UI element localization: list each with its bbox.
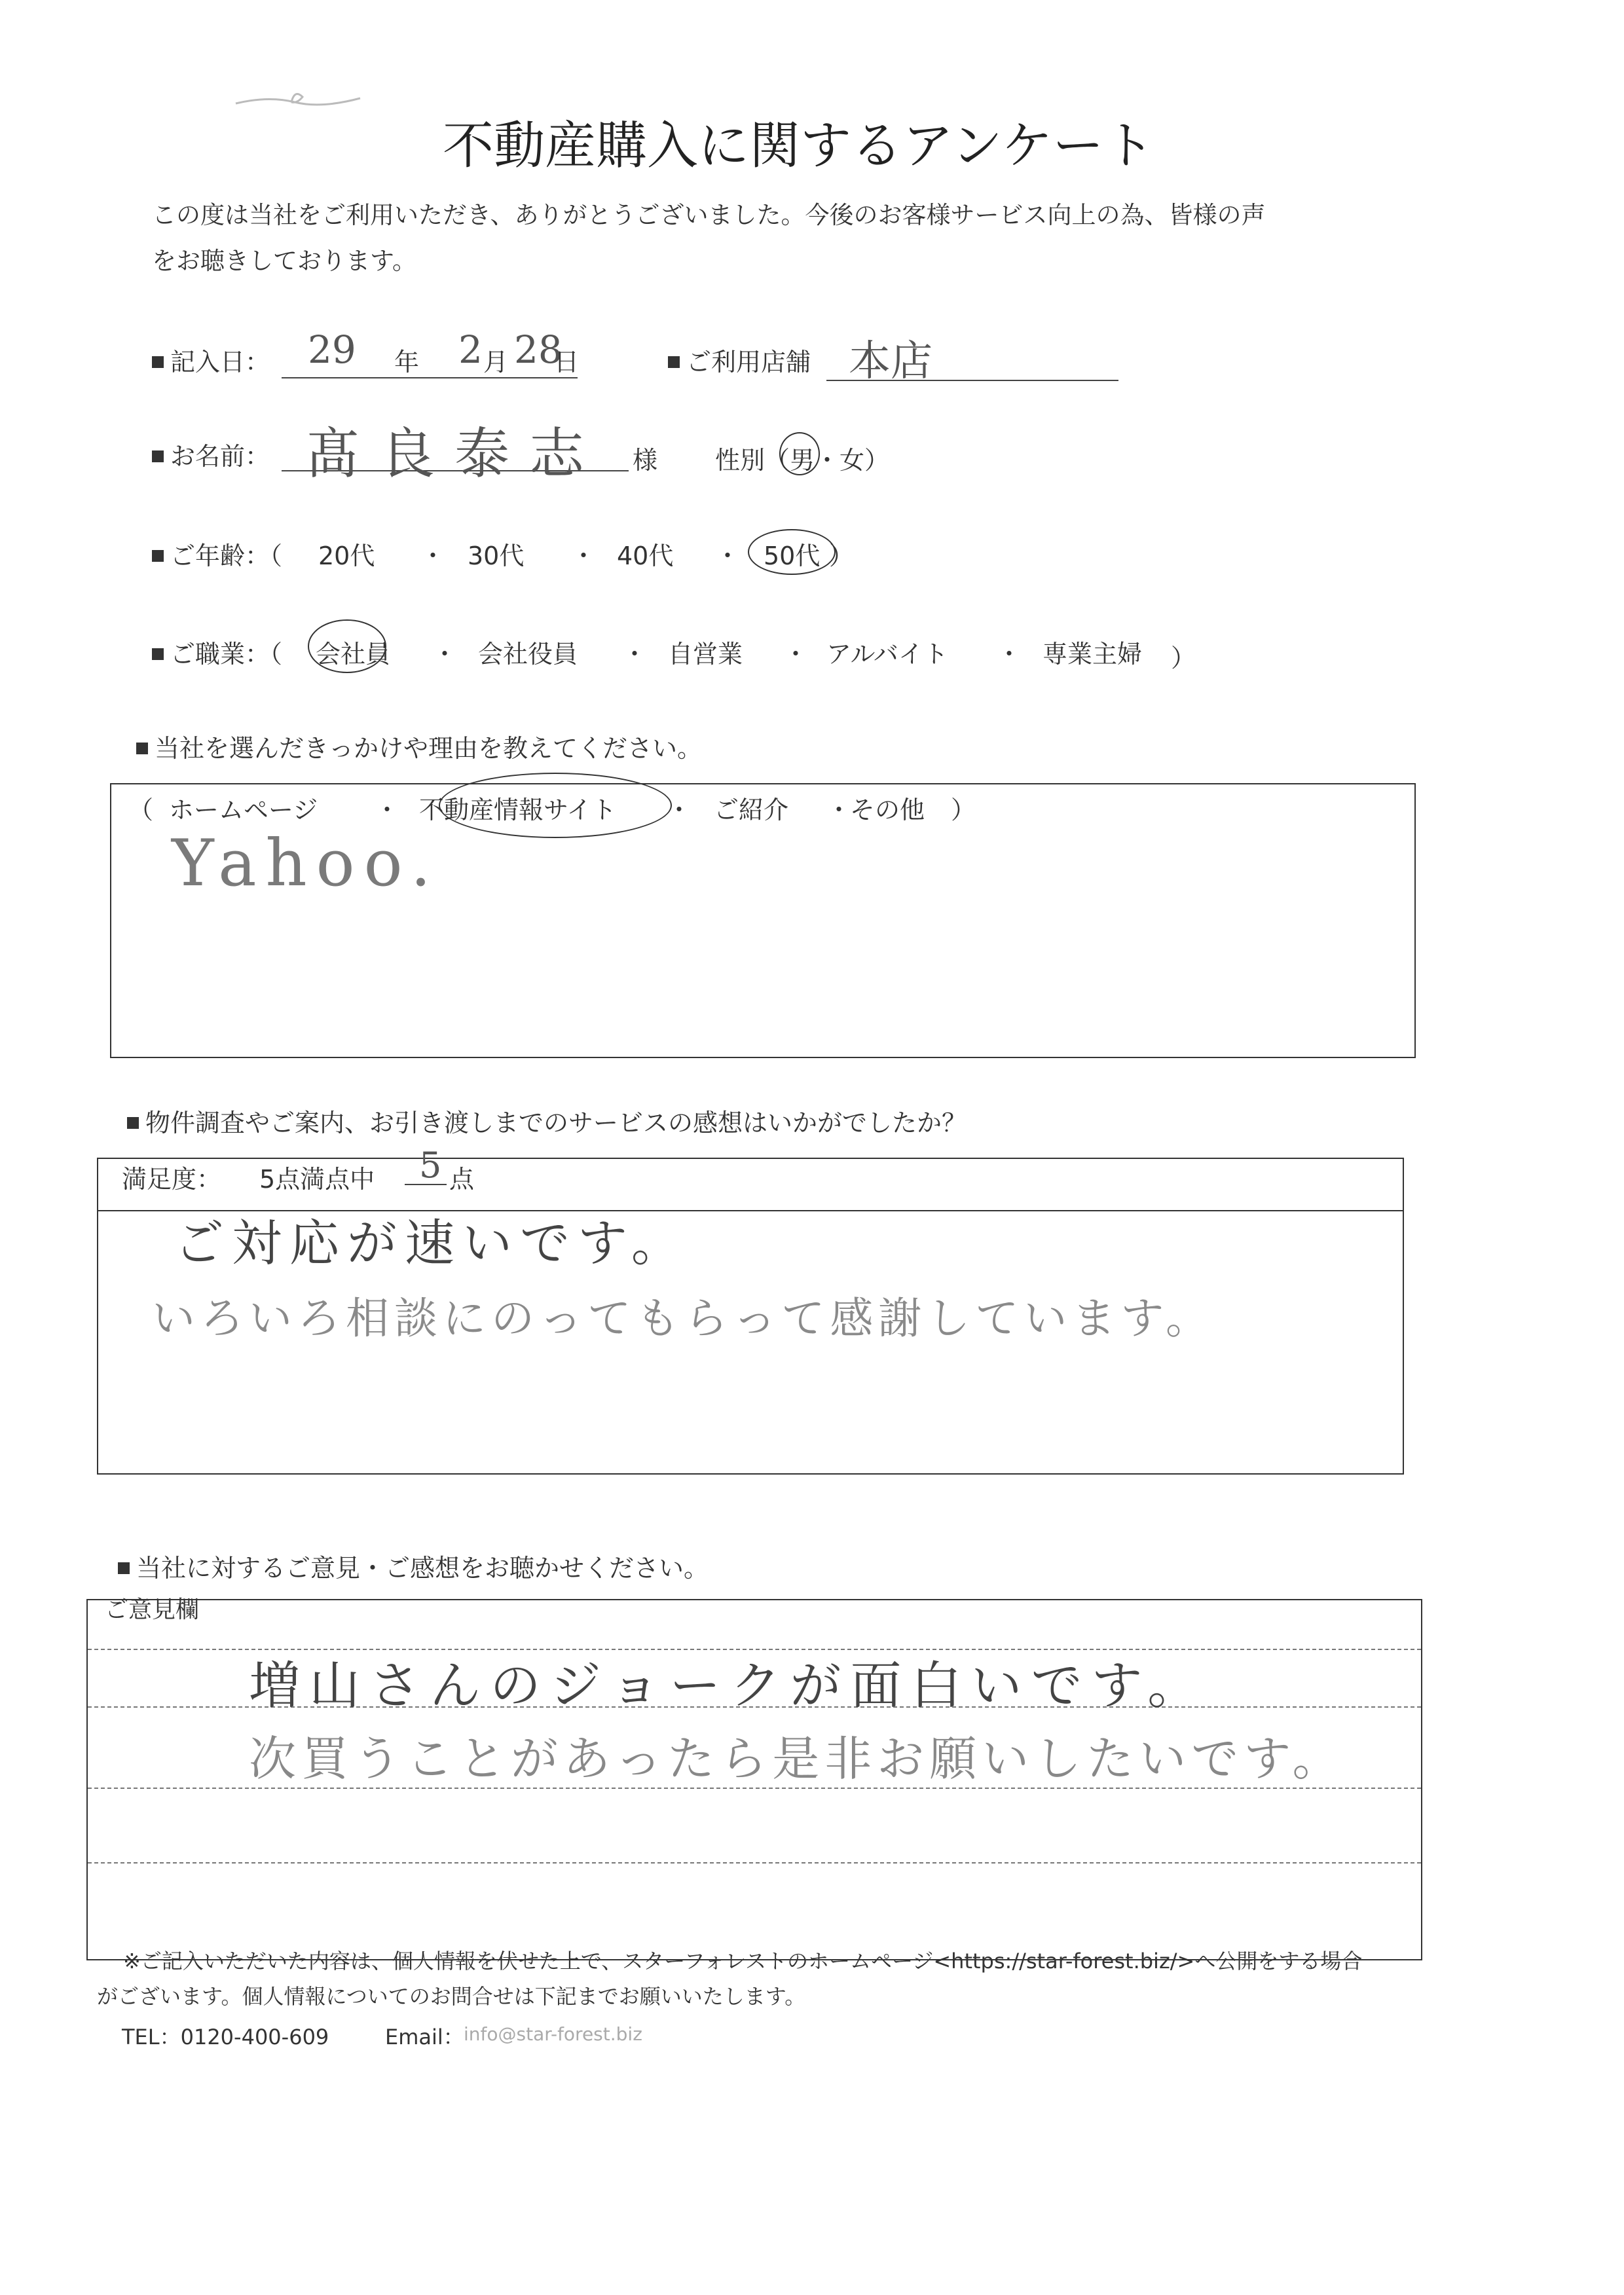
age-selection-circle xyxy=(748,529,836,575)
q3-field-label: ご意見欄 xyxy=(105,1596,200,1623)
footer-note-line-2: がございます。個人情報についてのお問合せは下記までお願いいたします。 xyxy=(97,1984,806,2009)
bullet-icon xyxy=(152,550,164,562)
q1-separator: ・ xyxy=(667,796,692,824)
date-day-unit: 日 xyxy=(554,348,580,376)
q1-answer-text: Yahoo. xyxy=(172,826,441,901)
date-year-unit: 年 xyxy=(394,348,420,376)
intro-line-2: をお聴きしております。 xyxy=(152,247,417,275)
q2-satisfaction-unit: 点 xyxy=(449,1165,475,1194)
q1-selection-circle xyxy=(439,773,672,838)
date-underline xyxy=(282,377,578,378)
age-option-40[interactable]: 40代 xyxy=(617,542,674,570)
bullet-icon xyxy=(127,1117,139,1129)
q1-separator: ・ xyxy=(826,796,852,824)
age-label: ご年齢：（ xyxy=(152,536,282,572)
date-year-value[interactable]: 29 xyxy=(308,327,356,372)
age-separator: ・ xyxy=(571,542,597,570)
age-option-20[interactable]: 20代 xyxy=(318,542,375,570)
page-title: 不動産購入に関するアンケート xyxy=(443,117,1155,175)
gender-male[interactable]: 男 xyxy=(790,446,815,475)
q1-open-paren: （ xyxy=(128,796,154,824)
q3-answer-line-1: 増山さんのジョークが面白いです。 xyxy=(249,1657,1208,1716)
date-label: 記入日： xyxy=(152,342,270,378)
intro-line-1: この度は当社をご利用いただき、ありがとうございました。今後のお客様サービス向上の為、皆様の声 xyxy=(152,201,1266,229)
q1-separator: ・ xyxy=(375,796,400,824)
bullet-icon xyxy=(152,450,164,462)
age-close: ） xyxy=(829,542,855,570)
occupation-option-homemaker[interactable]: 専業主婦 xyxy=(1043,640,1143,669)
occupation-option-part-time[interactable]: アルバイト xyxy=(826,640,948,669)
bullet-icon xyxy=(152,356,164,368)
store-value[interactable]: 本店 xyxy=(849,337,932,386)
bullet-icon xyxy=(136,743,148,754)
footer-email-label: Email： xyxy=(385,2025,464,2049)
footer-email[interactable]: info@star-forest.biz xyxy=(464,2023,642,2045)
q1-option-portal-site[interactable]: 不動産情報サイト xyxy=(419,796,617,824)
name-value[interactable]: 髙良泰志 xyxy=(305,422,604,486)
q3-answer-line-2: 次買うことがあったら是非お願いしたいです。 xyxy=(249,1731,1345,1786)
q1-option-homepage[interactable]: ホームページ xyxy=(169,796,318,824)
age-option-30[interactable]: 30代 xyxy=(468,542,525,570)
q1-close-paren: ） xyxy=(951,796,976,824)
occupation-option-employee[interactable]: 会社員 xyxy=(316,640,391,669)
q2-satisfaction-underline xyxy=(405,1184,447,1185)
name-label: お名前： xyxy=(152,436,270,472)
q2-answer-line-1: ご対応が速いです。 xyxy=(174,1214,689,1272)
occupation-close: ） xyxy=(1171,644,1196,672)
gender-selection-circle xyxy=(779,432,820,475)
gender-group: 性別（男・女） xyxy=(715,446,890,475)
q1-option-other[interactable]: その他 xyxy=(850,796,925,824)
q3-question: 当社に対するご意見・ご感想をお聴かせください。 xyxy=(118,1548,709,1584)
footer-note-line-1: ※ご記入いただいた内容は、個人情報を伏せた上で、スターフォレストのホームページ<https://star-forest.biz/>へ公開をする場合 xyxy=(123,1949,1363,1974)
q2-satisfaction-prefix: 5点満点中 xyxy=(259,1165,375,1194)
age-option-50[interactable]: 50代 xyxy=(764,542,821,570)
ornament-icon xyxy=(229,84,367,117)
q1-question: 当社を選んだきっかけや理由を教えてください。 xyxy=(136,728,702,764)
occupation-label: ご職業：（ xyxy=(152,634,282,670)
footer-tel: TEL：0120-400-609 xyxy=(122,2025,329,2049)
bullet-icon xyxy=(152,648,164,660)
occupation-separator: ・ xyxy=(432,640,458,669)
q2-satisfaction-label: 満足度： xyxy=(122,1165,222,1194)
occupation-selection-circle xyxy=(308,619,386,673)
bullet-icon xyxy=(118,1562,130,1574)
name-honorific: 様 xyxy=(633,446,658,475)
age-separator: ・ xyxy=(420,542,446,570)
gender-female[interactable]: 女） xyxy=(840,446,890,475)
date-day-value[interactable]: 28 xyxy=(514,327,563,372)
occupation-option-self-employed[interactable]: 自営業 xyxy=(668,640,743,669)
q1-option-referral[interactable]: ご紹介 xyxy=(714,796,789,824)
occupation-separator: ・ xyxy=(997,640,1022,669)
bullet-icon xyxy=(668,356,680,368)
occupation-option-executive[interactable]: 会社役員 xyxy=(478,640,578,669)
occupation-separator: ・ xyxy=(622,640,648,669)
occupation-separator: ・ xyxy=(783,640,809,669)
q2-question: 物件調査やご案内、お引き渡しまでのサービスの感想はいかがでしたか？ xyxy=(127,1103,967,1139)
q3-rule-line xyxy=(88,1862,1421,1864)
store-label: ご利用店舗 xyxy=(668,342,811,378)
q2-answer-line-2: いろいろ相談にのってもらって感謝しています。 xyxy=(152,1293,1215,1344)
date-month-value[interactable]: 2 xyxy=(458,327,483,372)
date-month-unit: 月 xyxy=(483,348,509,376)
age-separator: ・ xyxy=(715,542,741,570)
q2-satisfaction-value[interactable]: 5 xyxy=(419,1145,442,1186)
